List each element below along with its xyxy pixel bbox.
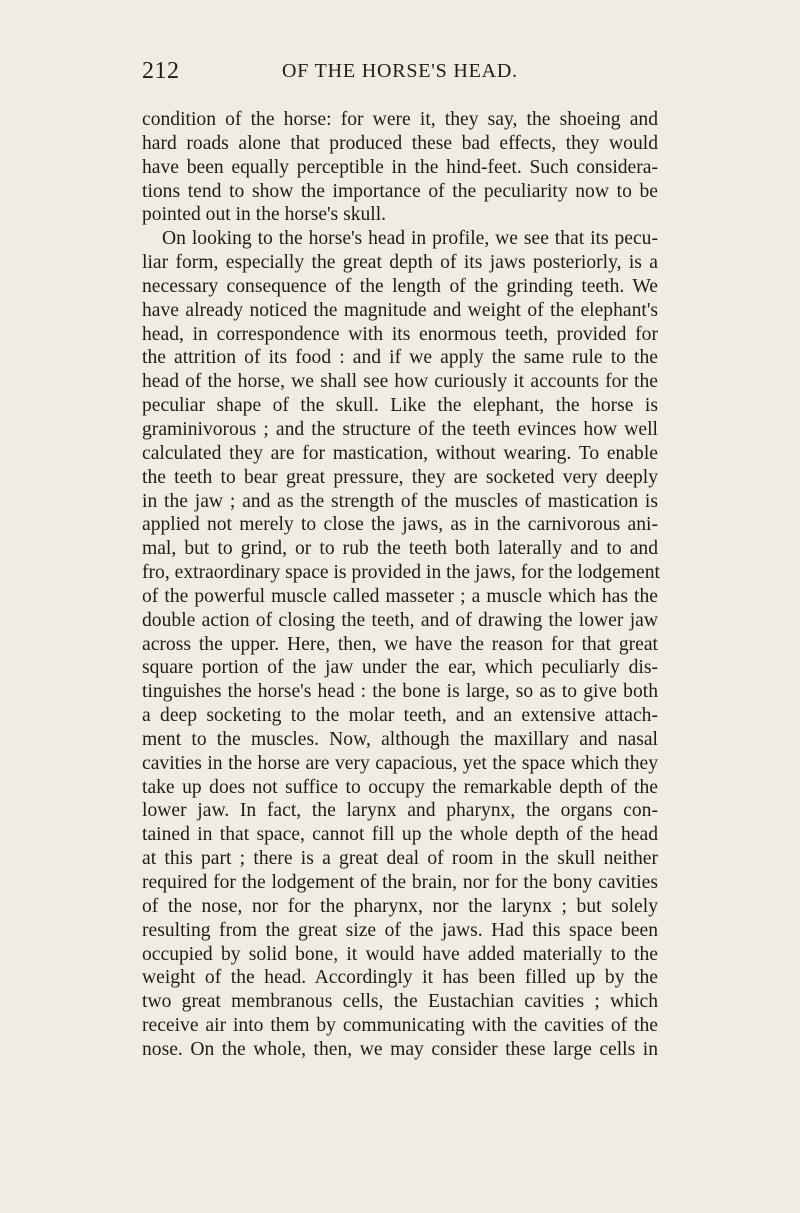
text-line: necessary consequence of the length of the grinding teeth. We (142, 275, 658, 297)
running-title: OF THE HORSE'S HEAD. (282, 60, 518, 82)
text-line: the teeth to bear great pressure, they are socketed very deeply (142, 466, 658, 488)
text-line: weight of the head. Accordingly it has been filled up by the (142, 967, 658, 989)
text-line: calculated they are for mastication, without wearing. To enable (142, 442, 658, 464)
text-line: fro, extraordinary space is provided in the jaws, for the lodgement (142, 562, 660, 584)
text-line: lower jaw. In fact, the larynx and pharynx, the organs con- (142, 800, 658, 822)
text-line: the attrition of its food : and if we apply the same rule to the (142, 347, 658, 369)
text-line: in the jaw ; and as the strength of the muscles of mastication is (142, 490, 658, 512)
text-line: nose. On the whole, then, we may consider these large cells in (142, 1038, 658, 1060)
text-line: have already noticed the magnitude and weight of the elephant's (142, 299, 658, 321)
text-line: head of the horse, we shall see how curiously it accounts for the (142, 371, 658, 393)
text-line: double action of closing the teeth, and of drawing the lower jaw (142, 609, 658, 631)
text-line: two great membranous cells, the Eustachian cavities ; which (142, 991, 658, 1013)
text-line: condition of the horse: for were it, they say, the shoeing and (142, 109, 658, 130)
text-line: peculiar shape of the skull. Like the elephant, the horse is (142, 395, 658, 417)
running-head (142, 58, 658, 88)
text-line: of the nose, nor for the pharynx, nor the larynx ; but solely (142, 895, 658, 917)
text-line: square portion of the jaw under the ear, which peculiarly dis- (142, 657, 658, 679)
text-line: graminivorous ; and the structure of the teeth evinces how well (142, 418, 658, 440)
text-line: a deep socketing to the molar teeth, and an extensive attach- (142, 705, 658, 727)
text-line: liar form, especially the great depth of its jaws posteriorly, is a (142, 252, 658, 274)
text-line: at this part ; there is a great deal of room in the skull neither (142, 848, 658, 870)
text-line: required for the lodgement of the brain, nor for the bony cavities (142, 872, 658, 893)
text-line: of the powerful muscle called masseter ; a muscle which has the (142, 585, 658, 607)
text-line: have been equally perceptible in the hind-feet. Such considera- (142, 156, 658, 178)
text-line: occupied by solid bone, it would have added materially to the (142, 943, 658, 965)
text-line: tinguishes the horse's head : the bone is large, so as to give both (142, 681, 658, 703)
text-line: cavities in the horse are very capacious, yet the space which they (142, 752, 658, 774)
text-line: tained in that space, cannot fill up the whole depth of the head (142, 824, 658, 846)
text-line: mal, but to grind, or to rub the teeth both laterally and to and (142, 538, 658, 560)
text-line: resulting from the great size of the jaws. Had this space been (142, 919, 658, 941)
text-line: take up does not suffice to occupy the remarkable depth of the (142, 776, 658, 798)
body-text (142, 108, 658, 1062)
text-line: hard roads alone that produced these bad effects, they would (142, 132, 658, 154)
text-line: receive air into them by communicating with the cavities of the (142, 1015, 658, 1037)
text-line: On looking to the horse's head in profile, we see that its pecu- (162, 228, 658, 250)
text-line: applied not merely to close the jaws, as in the carnivorous ani- (142, 514, 658, 536)
text-line: tions tend to show the importance of the peculiarity now to be (142, 180, 658, 202)
text-line: head, in correspondence with its enormous teeth, provided for (142, 323, 658, 345)
text-line: across the upper. Here, then, we have the reason for that great (142, 633, 658, 655)
text-line: pointed out in the horse's skull. (142, 204, 387, 226)
page-number: 212 (142, 58, 180, 84)
text-line: ment to the muscles. Now, although the maxillary and nasal (142, 728, 658, 750)
